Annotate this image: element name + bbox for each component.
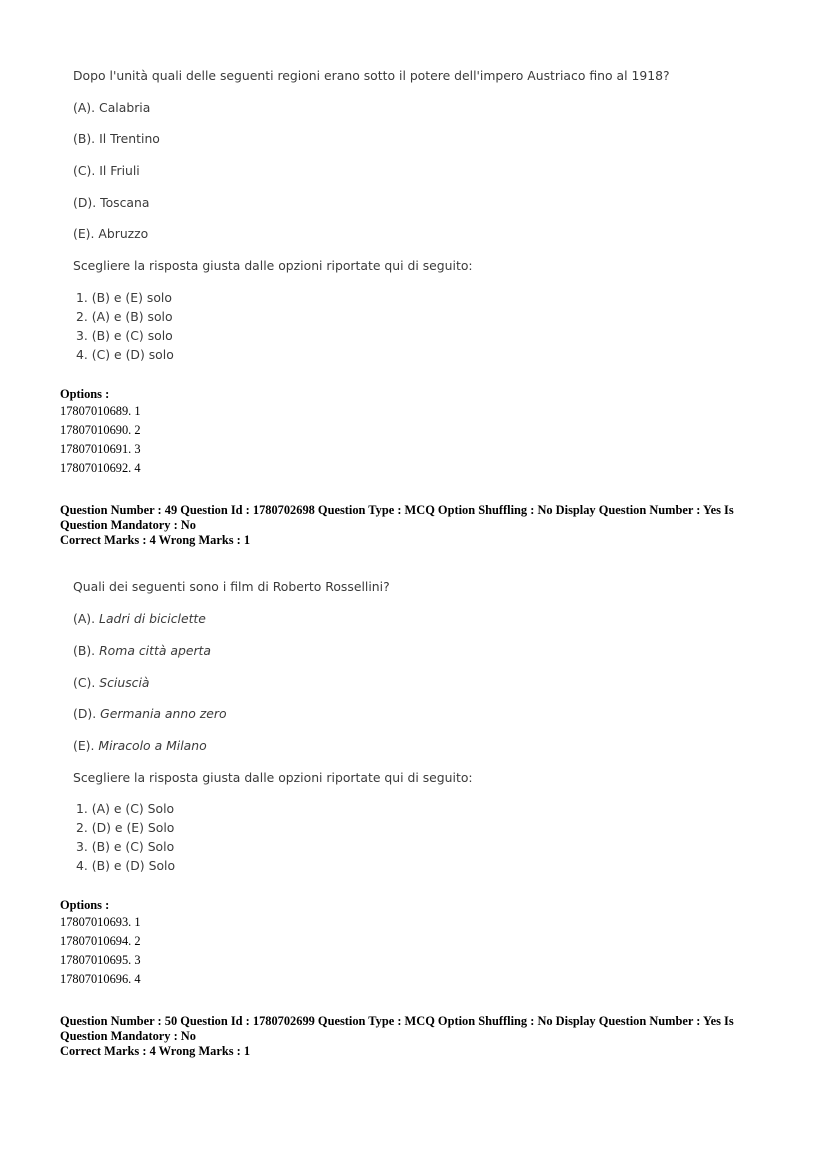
- choice-text: Roma città aperta: [99, 643, 211, 658]
- answer-item: 3. (B) e (C) Solo: [76, 839, 175, 854]
- question-stem: Quali dei seguenti sono i film di Roberto Rossellini?: [73, 579, 390, 594]
- choice-label: (C).: [73, 163, 96, 178]
- question-meta-line: Question Number : 49 Question Id : 1780702698 Question Type : MCQ Option Shuffling : No Display Question Number : Yes Is: [60, 503, 734, 517]
- question-50-header: [60, 1014, 760, 1059]
- option-item: 17807010691. 3: [60, 442, 141, 456]
- choice-text: Ladri di biciclette: [99, 611, 206, 626]
- choice-label: (E).: [73, 738, 95, 753]
- option-item: 17807010695. 3: [60, 953, 141, 967]
- choice-c: [73, 163, 140, 178]
- question-stem: Dopo l'unità quali delle seguenti regioni erano sotto il potere dell'impero Austriaco fino al 1918?: [73, 68, 670, 83]
- choice-text: Germania anno zero: [100, 706, 227, 721]
- question-instruction: Scegliere la risposta giusta dalle opzioni riportate qui di seguito:: [73, 258, 473, 273]
- choice-text: Il Trentino: [99, 131, 160, 146]
- choice-text: Sciuscià: [99, 675, 150, 690]
- choice-a: [73, 611, 206, 626]
- choice-label: (D).: [73, 706, 97, 721]
- question-meta-line: Question Mandatory : No: [60, 518, 196, 532]
- answer-item: 1. (A) e (C) Solo: [76, 801, 175, 816]
- option-item: 17807010696. 4: [60, 972, 141, 986]
- choice-text: Calabria: [99, 100, 151, 115]
- answer-item: 4. (C) e (D) solo: [76, 347, 174, 362]
- option-item: 17807010690. 2: [60, 423, 141, 437]
- answer-list: [76, 799, 175, 875]
- choice-d: [73, 706, 227, 721]
- choice-label: (E).: [73, 226, 95, 241]
- choice-text: Miracolo a Milano: [98, 738, 207, 753]
- choice-d: [73, 195, 149, 210]
- answer-item: 2. (D) e (E) Solo: [76, 820, 175, 835]
- question-marks: Correct Marks : 4 Wrong Marks : 1: [60, 1044, 251, 1058]
- choice-label: (B).: [73, 131, 96, 146]
- choice-c: [73, 675, 150, 690]
- choice-text: Abruzzo: [98, 226, 149, 241]
- choice-label: (D).: [73, 195, 97, 210]
- question-meta-line: Question Number : 50 Question Id : 1780702699 Question Type : MCQ Option Shuffling : No Display Question Number : Yes Is: [60, 1014, 734, 1028]
- choice-e: [73, 226, 148, 241]
- option-item: 17807010693. 1: [60, 915, 141, 929]
- option-item: 17807010689. 1: [60, 404, 141, 418]
- options-title: Options :: [60, 387, 110, 401]
- option-item: 17807010692. 4: [60, 461, 141, 475]
- question-instruction: Scegliere la risposta giusta dalle opzioni riportate qui di seguito:: [73, 770, 473, 785]
- question-meta-line: Question Mandatory : No: [60, 1029, 196, 1043]
- choice-label: (C).: [73, 675, 96, 690]
- answer-item: 2. (A) e (B) solo: [76, 309, 173, 324]
- choice-text: Il Friuli: [99, 163, 140, 178]
- choice-label: (A).: [73, 611, 96, 626]
- question-49-header: [60, 503, 760, 548]
- question-marks: Correct Marks : 4 Wrong Marks : 1: [60, 533, 251, 547]
- options-list: [60, 913, 141, 989]
- choice-label: (A).: [73, 100, 96, 115]
- choice-b: [73, 643, 211, 658]
- choice-a: [73, 100, 150, 115]
- options-title: Options :: [60, 898, 110, 912]
- choice-label: (B).: [73, 643, 96, 658]
- choice-b: [73, 131, 160, 146]
- choice-text: Toscana: [100, 195, 150, 210]
- options-list: [60, 402, 141, 478]
- option-item: 17807010694. 2: [60, 934, 141, 948]
- choice-e: [73, 738, 207, 753]
- answer-item: 3. (B) e (C) solo: [76, 328, 173, 343]
- answer-item: 4. (B) e (D) Solo: [76, 858, 176, 873]
- answer-item: 1. (B) e (E) solo: [76, 290, 172, 305]
- answer-list: [76, 288, 174, 364]
